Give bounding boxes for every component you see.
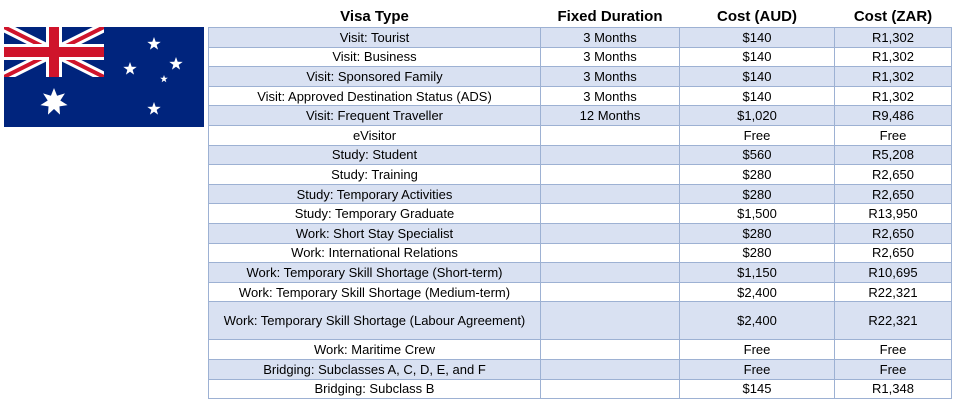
cell-visa-type: Visit: Tourist — [209, 28, 541, 48]
cell-visa-type: Visit: Business — [209, 47, 541, 67]
cell-cost-aud: Free — [680, 359, 835, 379]
table-row — [209, 223, 952, 243]
cell-visa-type: Work: Short Stay Specialist — [209, 223, 541, 243]
table-row — [209, 379, 952, 399]
cell-cost-aud: $560 — [680, 145, 835, 165]
table-row — [209, 86, 952, 106]
cell-visa-type: Visit: Frequent Traveller — [209, 106, 541, 126]
cell-cost-aud: $140 — [680, 28, 835, 48]
cell-fixed-duration — [541, 184, 680, 204]
table-row — [209, 145, 952, 165]
table-row — [209, 282, 952, 302]
cell-visa-type: Bridging: Subclasses A, C, D, E, and F — [209, 359, 541, 379]
cell-cost-zar: R2,650 — [835, 243, 952, 263]
table-header-row — [209, 6, 952, 28]
table-row — [209, 67, 952, 87]
cell-cost-zar: R13,950 — [835, 204, 952, 224]
table-row — [209, 165, 952, 185]
cell-fixed-duration — [541, 379, 680, 399]
cell-visa-type: Study: Temporary Activities — [209, 184, 541, 204]
cell-fixed-duration — [541, 340, 680, 360]
cell-cost-zar: R1,302 — [835, 47, 952, 67]
table-row — [209, 243, 952, 263]
cell-fixed-duration — [541, 282, 680, 302]
cell-visa-type: Work: Temporary Skill Shortage (Labour Agreement) — [209, 302, 541, 340]
table-row — [209, 204, 952, 224]
cell-cost-aud: $280 — [680, 184, 835, 204]
cell-cost-zar: R2,650 — [835, 165, 952, 185]
cell-cost-aud: $1,500 — [680, 204, 835, 224]
cell-visa-type: Work: International Relations — [209, 243, 541, 263]
cell-cost-zar: R9,486 — [835, 106, 952, 126]
cell-cost-zar: Free — [835, 125, 952, 145]
table-row — [209, 340, 952, 360]
cell-cost-zar: R5,208 — [835, 145, 952, 165]
cell-cost-zar: R22,321 — [835, 282, 952, 302]
cell-fixed-duration: 3 Months — [541, 47, 680, 67]
table-row — [209, 47, 952, 67]
cell-fixed-duration — [541, 145, 680, 165]
australia-flag-icon — [4, 27, 204, 127]
cell-cost-aud: $2,400 — [680, 302, 835, 340]
cell-cost-zar: Free — [835, 359, 952, 379]
cell-visa-type: Study: Student — [209, 145, 541, 165]
cell-cost-zar: Free — [835, 340, 952, 360]
cell-cost-zar: R2,650 — [835, 223, 952, 243]
cell-fixed-duration — [541, 223, 680, 243]
cell-cost-aud: $140 — [680, 47, 835, 67]
cell-cost-aud: $1,020 — [680, 106, 835, 126]
cell-cost-aud: $2,400 — [680, 282, 835, 302]
cell-cost-aud: $140 — [680, 86, 835, 106]
cell-cost-zar: R2,650 — [835, 184, 952, 204]
cell-fixed-duration: 3 Months — [541, 67, 680, 87]
cell-fixed-duration — [541, 165, 680, 185]
cell-cost-aud: $145 — [680, 379, 835, 399]
cell-fixed-duration: 3 Months — [541, 28, 680, 48]
table-row — [209, 28, 952, 48]
cell-visa-type: Visit: Sponsored Family — [209, 67, 541, 87]
table-row — [209, 302, 952, 340]
header-fixed-duration: Fixed Duration — [541, 6, 680, 28]
table-row — [209, 106, 952, 126]
cell-fixed-duration — [541, 263, 680, 283]
cell-fixed-duration — [541, 204, 680, 224]
cell-cost-aud: $280 — [680, 223, 835, 243]
table-row — [209, 359, 952, 379]
cell-fixed-duration: 3 Months — [541, 86, 680, 106]
cell-visa-type: Visit: Approved Destination Status (ADS) — [209, 86, 541, 106]
cell-cost-aud: $280 — [680, 243, 835, 263]
table-row — [209, 125, 952, 145]
cell-fixed-duration: 12 Months — [541, 106, 680, 126]
cell-visa-type: Study: Temporary Graduate — [209, 204, 541, 224]
cell-visa-type: Work: Maritime Crew — [209, 340, 541, 360]
cell-cost-aud: Free — [680, 125, 835, 145]
cell-cost-aud: $280 — [680, 165, 835, 185]
cell-visa-type: Work: Temporary Skill Shortage (Short-term) — [209, 263, 541, 283]
header-cost-aud: Cost (AUD) — [680, 6, 835, 28]
table-row — [209, 263, 952, 283]
cell-fixed-duration — [541, 243, 680, 263]
cell-visa-type: eVisitor — [209, 125, 541, 145]
cell-visa-type: Bridging: Subclass B — [209, 379, 541, 399]
cell-cost-aud: Free — [680, 340, 835, 360]
header-cost-zar: Cost (ZAR) — [835, 6, 952, 28]
cell-cost-aud: $1,150 — [680, 263, 835, 283]
cell-visa-type: Work: Temporary Skill Shortage (Medium-term) — [209, 282, 541, 302]
cell-visa-type: Study: Training — [209, 165, 541, 185]
cell-cost-zar: R1,302 — [835, 86, 952, 106]
table-row — [209, 184, 952, 204]
cell-cost-zar: R1,302 — [835, 67, 952, 87]
cell-fixed-duration — [541, 359, 680, 379]
cell-fixed-duration — [541, 125, 680, 145]
header-visa-type: Visa Type — [209, 6, 541, 28]
cell-cost-aud: $140 — [680, 67, 835, 87]
cell-cost-zar: R1,302 — [835, 28, 952, 48]
cell-cost-zar: R1,348 — [835, 379, 952, 399]
cell-cost-zar: R10,695 — [835, 263, 952, 283]
visa-cost-table — [208, 6, 952, 399]
cell-cost-zar: R22,321 — [835, 302, 952, 340]
cell-fixed-duration — [541, 302, 680, 340]
